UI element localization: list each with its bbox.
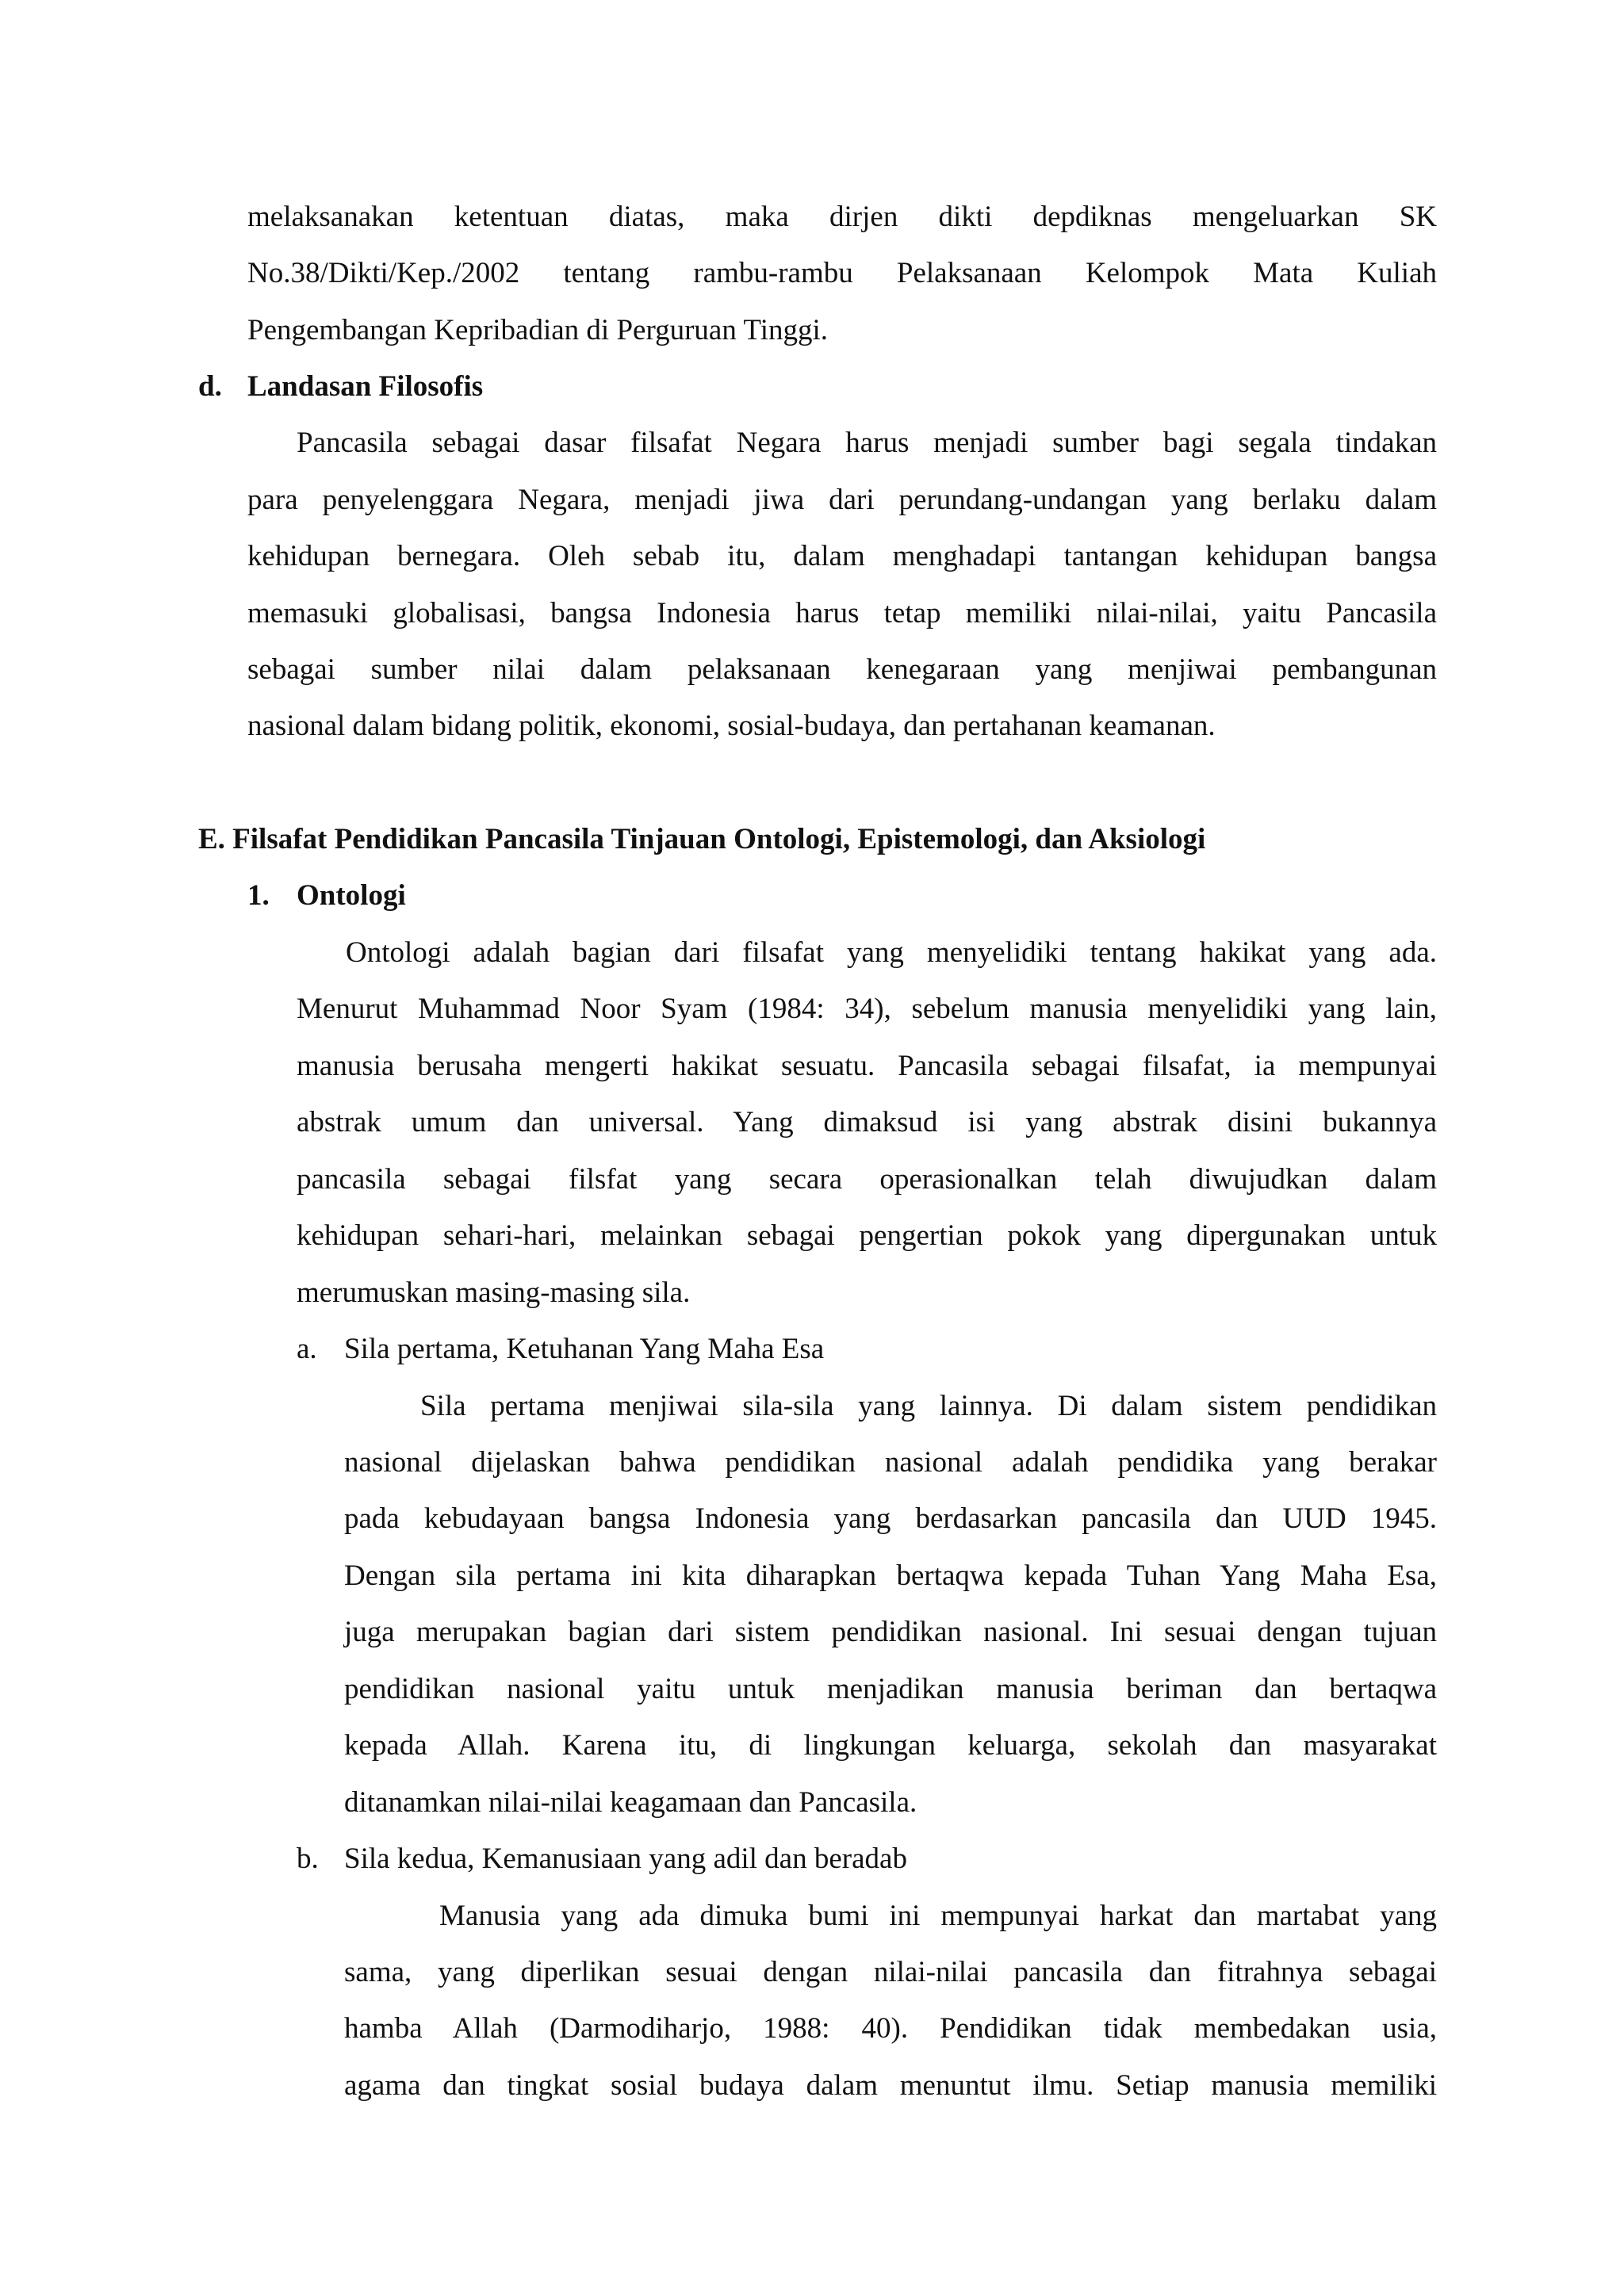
paragraph-line: para penyelenggara Negara, menjadi jiwa dari perundang-undangan yang berlaku dalam [247,484,1437,516]
item-heading: Sila kedua, Kemanusiaan yang adil dan beradab [344,1843,907,1875]
paragraph-line: Ontologi adalah bagian dari filsafat yang menyelidiki tentang hakikat yang ada. [346,936,1437,969]
paragraph-line: sebagai sumber nilai dalam pelaksanaan kenegaraan yang menjiwai pembangunan [247,653,1437,686]
paragraph-line: juga merupakan bagian dari sistem pendidikan nasional. Ini sesuai dengan tujuan [344,1616,1437,1648]
paragraph-line: pancasila sebagai filsfat yang secara operasionalkan telah diwujudkan dalam [297,1163,1437,1196]
paragraph-line: sama, yang diperlikan sesuai dengan nilai-nilai pancasila dan fitrahnya sebagai [344,1956,1437,1988]
paragraph-line: kepada Allah. Karena itu, di lingkungan keluarga, sekolah dan masyarakat [344,1729,1437,1762]
paragraph-line: pada kebudayaan bangsa Indonesia yang berdasarkan pancasila dan UUD 1945. [344,1502,1437,1535]
paragraph-line: Manusia yang ada dimuka bumi ini mempunyai harkat dan martabat yang [439,1900,1437,1932]
paragraph-line: Menurut Muhammad Noor Syam (1984: 34), sebelum manusia menyelidiki yang lain, [297,993,1437,1025]
paragraph-line: hamba Allah (Darmodiharjo, 1988: 40). Pendidikan tidak membedakan usia, [344,2012,1437,2045]
paragraph-line: Pancasila sebagai dasar filsafat Negara harus menjadi sumber bagi segala tindakan [297,427,1437,459]
paragraph-line: kehidupan sehari-hari, melainkan sebagai pengertian pokok yang dipergunakan untuk [297,1219,1437,1252]
subsection-heading: Ontologi [297,879,406,912]
paragraph-line: manusia berusaha mengerti hakikat sesuatu. Pancasila sebagai filsafat, ia mempunyai [297,1050,1437,1082]
list-marker: a. [297,1333,317,1365]
paragraph-line: Pengembangan Kepribadian di Perguruan Tinggi. [247,314,829,346]
section-heading: E. Filsafat Pendidikan Pancasila Tinjauan Ontologi, Epistemologi, dan Aksiologi [198,823,1206,855]
paragraph-line: nasional dijelaskan bahwa pendidikan nasional adalah pendidika yang berakar [344,1446,1437,1479]
paragraph-line: No.38/Dikti/Kep./2002 tentang rambu-rambu Pelaksanaan Kelompok Mata Kuliah [247,257,1437,289]
paragraph-line: memasuki globalisasi, bangsa Indonesia harus tetap memiliki nilai-nilai, yaitu Pancasila [247,597,1437,629]
list-marker: 1. [247,879,270,912]
paragraph-line: abstrak umum dan universal. Yang dimaksud isi yang abstrak disini bukannya [297,1106,1437,1138]
list-marker: b. [297,1843,319,1875]
paragraph-line: melaksanakan ketentuan diatas, maka dirjen dikti depdiknas mengeluarkan SK [247,201,1437,233]
paragraph-line: nasional dalam bidang politik, ekonomi, sosial-budaya, dan pertahanan keamanan. [247,710,1216,742]
paragraph-line: merumuskan masing-masing sila. [297,1276,691,1309]
paragraph-line: Dengan sila pertama ini kita diharapkan bertaqwa kepada Tuhan Yang Maha Esa, [344,1559,1437,1592]
list-marker: d. [198,370,222,403]
section-heading: Landasan Filosofis [247,370,484,403]
paragraph-line: ditanamkan nilai-nilai keagamaan dan Pancasila. [344,1786,917,1819]
paragraph-line: pendidikan nasional yaitu untuk menjadikan manusia beriman dan bertaqwa [344,1673,1437,1705]
paragraph-line: kehidupan bernegara. Oleh sebab itu, dalam menghadapi tantangan kehidupan bangsa [247,540,1437,572]
paragraph-line: Sila pertama menjiwai sila-sila yang lainnya. Di dalam sistem pendidikan [420,1390,1437,1422]
paragraph-line: agama dan tingkat sosial budaya dalam menuntut ilmu. Setiap manusia memiliki [344,2069,1437,2102]
item-heading: Sila pertama, Ketuhanan Yang Maha Esa [344,1333,825,1365]
